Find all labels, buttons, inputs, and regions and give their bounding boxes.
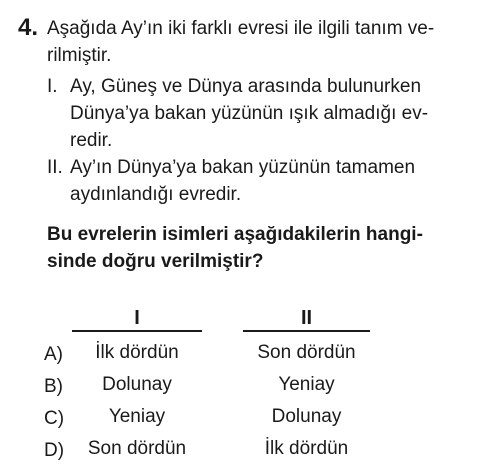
statement-1-line-2: Dünya’ya bakan yüzünün ışık almadığı ev-: [70, 103, 429, 124]
option-a-col-ii[interactable]: Son dördün: [257, 342, 356, 363]
option-d-col-ii[interactable]: İlk dördün: [264, 438, 349, 459]
option-letter-a[interactable]: A): [44, 344, 63, 365]
statement-numeral-1: I.: [47, 76, 58, 97]
option-d-col-i[interactable]: Son dördün: [87, 438, 187, 459]
option-b-col-ii[interactable]: Yeniay: [278, 374, 335, 395]
option-c-col-i[interactable]: Yeniay: [108, 406, 166, 427]
question-stem-line-1: Aşağıda Ay’ın iki farklı evresi ile ilgili tanım ve-: [47, 18, 435, 39]
statement-1-line-1: Ay, Güneş ve Dünya arasında bulunurken: [70, 76, 422, 97]
option-letter-b[interactable]: B): [44, 376, 63, 397]
column-header-ii: II: [300, 307, 313, 329]
question-prompt-line-1: Bu evrelerin isimleri aşağıdakilerin hangi-: [47, 224, 423, 245]
question-prompt-line-2: sinde doğru verilmiştir?: [47, 251, 264, 272]
option-a-col-i[interactable]: İlk dördün: [95, 342, 179, 363]
option-letter-c[interactable]: C): [44, 408, 65, 429]
option-c-col-ii[interactable]: Dolunay: [271, 406, 342, 427]
column-header-ii-rule: [243, 330, 370, 332]
question-number: 4.: [18, 14, 39, 41]
statement-2-line-2: aydınlandığı evredir.: [70, 184, 242, 205]
statement-numeral-2: II.: [47, 157, 63, 178]
statement-2-line-1: Ay’ın Dünya’ya bakan yüzünün tamamen: [70, 157, 416, 178]
statement-1-line-3: redir.: [70, 130, 113, 151]
option-letter-d[interactable]: D): [44, 440, 65, 461]
column-header-i-rule: [72, 330, 202, 332]
column-header-i: I: [134, 307, 140, 329]
question-stem-line-2: rilmiştir.: [47, 45, 112, 66]
option-b-col-i[interactable]: Dolunay: [102, 374, 172, 395]
